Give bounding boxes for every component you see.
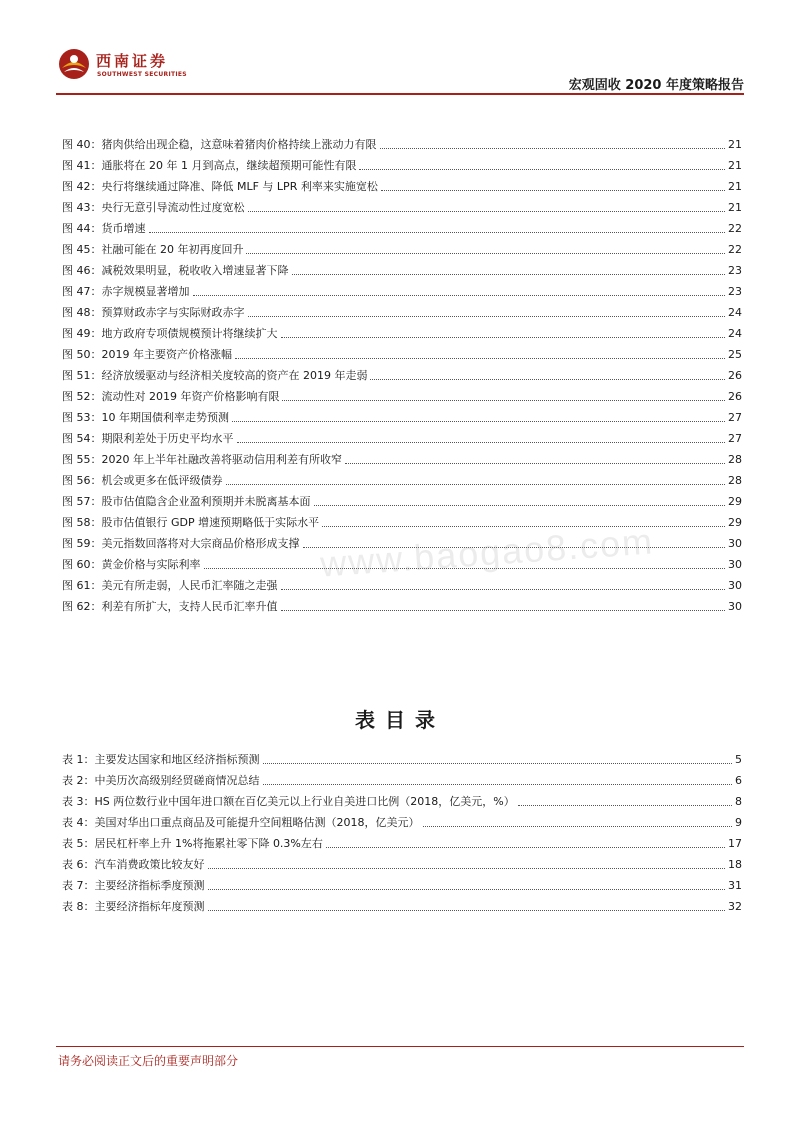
toc-entry-page: 30 <box>728 537 742 550</box>
toc-entry-label: 表 6：汽车消费政策比较友好 <box>62 858 205 871</box>
toc-entry-page: 21 <box>728 180 742 193</box>
toc-entry-page: 6 <box>735 774 742 787</box>
toc-leader-dots <box>423 825 733 827</box>
toc-entry-label: 图 51：经济放缓驱动与经济相关度较高的资产在 2019 年走弱 <box>62 369 368 382</box>
toc-leader-dots <box>208 888 726 890</box>
toc-leader-dots <box>380 147 726 149</box>
header-divider <box>56 93 744 95</box>
toc-entry-label: 图 61：美元有所走弱，人民币汇率随之走强 <box>62 579 278 592</box>
toc-entry-label: 图 41：通胀将在 20 年 1 月到高点，继续超预期可能性有限 <box>62 159 357 172</box>
toc-entry[interactable] <box>62 362 742 383</box>
toc-entry[interactable] <box>62 173 742 194</box>
toc-entry-page: 28 <box>728 474 742 487</box>
toc-entry[interactable] <box>62 593 742 614</box>
toc-entry-page: 24 <box>728 327 742 340</box>
toc-entry[interactable] <box>62 236 742 257</box>
toc-entry-label: 图 60：黄金价格与实际利率 <box>62 558 201 571</box>
watermark: www.baogao8.com <box>318 520 656 585</box>
toc-leader-dots <box>326 846 725 848</box>
toc-leader-dots <box>263 783 733 785</box>
toc-entry[interactable] <box>62 872 742 893</box>
toc-entry-label: 图 49：地方政府专项债规模预计将继续扩大 <box>62 327 278 340</box>
toc-entry-label: 表 4：美国对华出口重点商品及可能提升空间粗略估测（2018，亿美元） <box>62 816 420 829</box>
toc-leader-dots <box>149 231 726 233</box>
toc-entry[interactable] <box>62 320 742 341</box>
toc-entry-page: 22 <box>728 222 742 235</box>
toc-entry-page: 31 <box>728 879 742 892</box>
toc-entry[interactable] <box>62 257 742 278</box>
toc-leader-dots <box>235 357 725 359</box>
toc-leader-dots <box>263 762 733 764</box>
toc-entry-page: 24 <box>728 306 742 319</box>
toc-entry[interactable] <box>62 278 742 299</box>
footer-divider <box>56 1046 744 1047</box>
toc-leader-dots <box>193 294 726 296</box>
toc-entry-page: 22 <box>728 243 742 256</box>
toc-entry[interactable] <box>62 767 742 788</box>
toc-entry[interactable] <box>62 830 742 851</box>
toc-entry[interactable] <box>62 152 742 173</box>
toc-entry-label: 表 5：居民杠杆率上升 1%将拖累社零下降 0.3%左右 <box>62 837 323 850</box>
toc-leader-dots <box>208 909 726 911</box>
toc-entry-label: 图 57：股市估值隐含企业盈利预期并未脱离基本面 <box>62 495 311 508</box>
toc-entry-page: 23 <box>728 285 742 298</box>
toc-entry-page: 9 <box>735 816 742 829</box>
toc-entry-label: 表 7：主要经济指标季度预测 <box>62 879 205 892</box>
toc-entry-page: 17 <box>728 837 742 850</box>
company-logo <box>58 44 188 84</box>
toc-entry-label: 表 8：主要经济指标年度预测 <box>62 900 205 913</box>
toc-entry-label: 图 45：社融可能在 20 年初再度回升 <box>62 243 244 256</box>
toc-leader-dots <box>237 441 726 443</box>
table-list <box>62 746 742 914</box>
toc-entry-label: 图 46：减税效果明显，税收收入增速显著下降 <box>62 264 289 277</box>
toc-entry-label: 图 40：猪肉供给出现企稳，这意味着猪肉价格持续上涨动力有限 <box>62 138 377 151</box>
toc-entry-label: 图 47：赤字规模显著增加 <box>62 285 190 298</box>
toc-leader-dots <box>232 420 725 422</box>
footer-disclaimer: 请务必阅读正文后的重要声明部分 <box>58 1054 239 1068</box>
tables-section-title: 表目录 <box>355 708 445 732</box>
toc-entry[interactable] <box>62 893 742 914</box>
toc-entry-label: 图 52：流动性对 2019 年资产价格影响有限 <box>62 390 280 403</box>
toc-leader-dots <box>345 462 725 464</box>
toc-entry-label: 图 53：10 年期国债利率走势预测 <box>62 411 229 424</box>
logo-text-en: SOUTHWEST SECURITIES <box>97 71 187 78</box>
toc-leader-dots <box>281 609 726 611</box>
toc-entry-page: 30 <box>728 558 742 571</box>
logo-text-cn: 西南证券 <box>96 52 169 70</box>
toc-entry[interactable] <box>62 404 742 425</box>
toc-entry-page: 30 <box>728 600 742 613</box>
toc-entry-page: 29 <box>728 495 742 508</box>
toc-entry-page: 27 <box>728 432 742 445</box>
toc-entry-page: 27 <box>728 411 742 424</box>
toc-entry-page: 8 <box>735 795 742 808</box>
toc-entry-page: 21 <box>728 138 742 151</box>
toc-leader-dots <box>359 168 725 170</box>
toc-leader-dots <box>322 525 725 527</box>
toc-entry-label: 图 43：央行无意引导流动性过度宽松 <box>62 201 245 214</box>
toc-entry[interactable] <box>62 446 742 467</box>
toc-leader-dots <box>226 483 726 485</box>
toc-entry-page: 21 <box>728 201 742 214</box>
toc-entry-label: 图 59：美元指数回落将对大宗商品价格形成支撑 <box>62 537 300 550</box>
toc-leader-dots <box>381 189 725 191</box>
toc-entry[interactable] <box>62 425 742 446</box>
toc-entry-page: 29 <box>728 516 742 529</box>
toc-entry-page: 26 <box>728 390 742 403</box>
toc-entry-page: 32 <box>728 900 742 913</box>
toc-entry-label: 图 44：货币增速 <box>62 222 146 235</box>
toc-entry-page: 30 <box>728 579 742 592</box>
toc-entry[interactable] <box>62 851 742 872</box>
toc-entry-page: 25 <box>728 348 742 361</box>
toc-leader-dots <box>281 336 726 338</box>
report-title: 宏观固收 2020 年度策略报告 <box>568 78 744 93</box>
toc-entry[interactable] <box>62 788 742 809</box>
toc-leader-dots <box>208 867 726 869</box>
toc-leader-dots <box>292 273 726 275</box>
toc-entry-page: 21 <box>728 159 742 172</box>
toc-entry[interactable] <box>62 467 742 488</box>
toc-leader-dots <box>281 588 726 590</box>
toc-entry[interactable] <box>62 299 742 320</box>
toc-leader-dots <box>518 804 732 806</box>
toc-entry[interactable] <box>62 488 742 509</box>
toc-entry-label: 表 3：HS 两位数行业中国年进口额在百亿美元以上行业自美进口比例（2018，亿美元，%） <box>62 795 515 808</box>
toc-entry[interactable] <box>62 746 742 767</box>
toc-entry-label: 表 1：主要发达国家和地区经济指标预测 <box>62 753 260 766</box>
toc-leader-dots <box>248 315 726 317</box>
toc-entry-label: 图 50：2019 年主要资产价格涨幅 <box>62 348 232 361</box>
toc-entry-label: 表 2：中美历次高级别经贸磋商情况总结 <box>62 774 260 787</box>
toc-entry-label: 图 54：期限利差处于历史平均水平 <box>62 432 234 445</box>
toc-entry[interactable] <box>62 809 742 830</box>
toc-entry[interactable] <box>62 215 742 236</box>
toc-entry[interactable] <box>62 341 742 362</box>
toc-entry-page: 18 <box>728 858 742 871</box>
toc-entry-label: 图 56：机会或更多在低评级债券 <box>62 474 223 487</box>
logo-emblem-icon <box>58 48 90 80</box>
toc-entry-label: 图 42：央行将继续通过降准、降低 MLF 与 LPR 利率来实施宽松 <box>62 180 378 193</box>
toc-entry[interactable] <box>62 131 742 152</box>
toc-entry-label: 图 55：2020 年上半年社融改善将驱动信用利差有所收窄 <box>62 453 342 466</box>
toc-entry[interactable] <box>62 383 742 404</box>
toc-entry-label: 图 48：预算财政赤字与实际财政赤字 <box>62 306 245 319</box>
toc-leader-dots <box>248 210 726 212</box>
toc-leader-dots <box>314 504 726 506</box>
toc-leader-dots <box>370 378 725 380</box>
toc-entry-label: 图 58：股市估值银行 GDP 增速预期略低于实际水平 <box>62 516 320 529</box>
toc-entry-page: 23 <box>728 264 742 277</box>
toc-entry-label: 图 62：利差有所扩大，支持人民币汇率升值 <box>62 600 278 613</box>
toc-entry[interactable] <box>62 194 742 215</box>
toc-entry-page: 28 <box>728 453 742 466</box>
toc-entry-page: 26 <box>728 369 742 382</box>
toc-entry-page: 5 <box>735 753 742 766</box>
page-header <box>56 44 744 92</box>
toc-leader-dots <box>246 252 725 254</box>
toc-leader-dots <box>282 399 725 401</box>
